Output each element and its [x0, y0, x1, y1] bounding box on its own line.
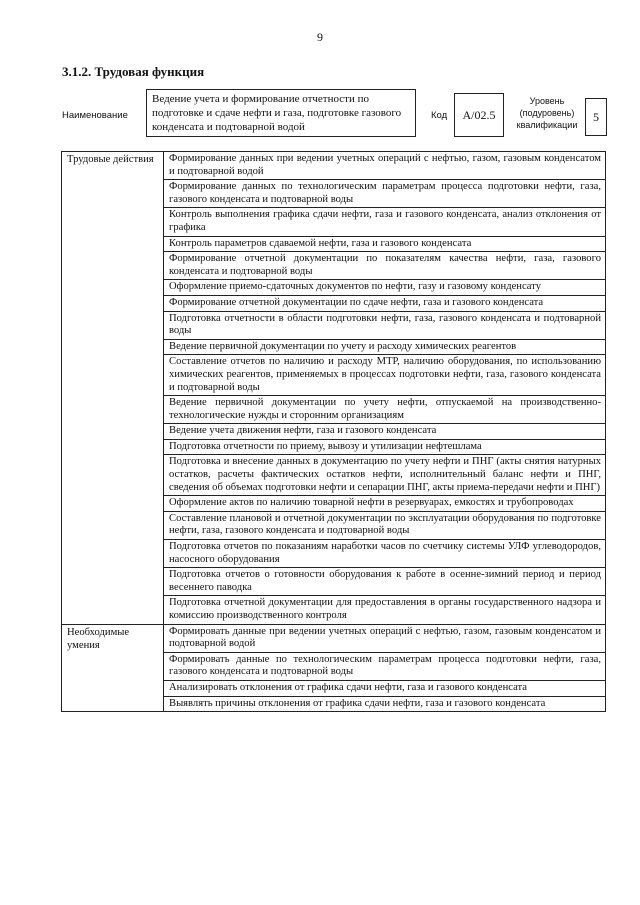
qualification-level-label: Уровень (подуровень) квалификации	[516, 96, 578, 131]
name-label: Наименование	[62, 110, 128, 121]
section-item: Формировать данные по технологическим параметрам процесса подготовки нефти, газа, газового конденсата и подтоварной воды	[164, 652, 606, 680]
section-item: Подготовка отчетности по приему, вывозу и утилизации нефтешлама	[164, 439, 606, 455]
section-item: Подготовка и внесение данных в документацию по учету нефти и ПНГ (акты снятия натурных остатков, расчеты фактических остатков нефти, исполнительный баланс нефти и ПНГ, сведения об объемах подготовки нефти и сепарации ПНГ, акты приема-передачи нефти и ПНГ)	[164, 455, 606, 496]
table-row	[62, 624, 606, 652]
section-item: Оформление приемо-сдаточных документов по нефти, газу и газовому конденсату	[164, 280, 606, 296]
section-item: Выявлять причины отклонения от графика сдачи нефти, газа и газового конденсата	[164, 696, 606, 712]
section-item: Составление плановой и отчетной документации по эксплуатации оборудования по подготовке нефти, газа, газового конденсата и подтоварной воды	[164, 511, 606, 539]
table-row	[62, 152, 606, 180]
section-item: Формирование данных при ведении учетных операций с нефтью, газом, газовым конденсатом и подтоварной водой	[164, 152, 606, 180]
section-item: Ведение первичной документации по учету и расходу химических реагентов	[164, 339, 606, 355]
section-label: Необходимые умения	[62, 624, 164, 712]
section-item: Подготовка отчетной документации для предоставления в органы государственного надзора и комиссию производственного контроля	[164, 596, 606, 624]
section-item: Ведение первичной документации по учету нефти, отпускаемой на производственно-технологические нужды и сторонним организациям	[164, 396, 606, 424]
section-title: 3.1.2. Трудовая функция	[62, 64, 205, 79]
section-item: Формирование отчетной документации по показателям качества нефти, газа, газового конденсата и подтоварной воды	[164, 252, 606, 280]
page-number: 9	[317, 30, 323, 44]
section-item: Контроль выполнения графика сдачи нефти, газа и газового конденсата, анализ отклонения от графика	[164, 208, 606, 236]
section-item: Формировать данные при ведении учетных операций с нефтью, газом, газовым конденсатом и подтоварной водой	[164, 624, 606, 652]
section-label: Трудовые действия	[62, 152, 164, 625]
section-item: Оформление актов по наличию товарной нефти в резервуарах, емкостях и трубопроводах	[164, 496, 606, 512]
section-item: Контроль параметров сдаваемой нефти, газа и газового конденсата	[164, 236, 606, 252]
code-label: Код	[431, 110, 448, 121]
code-value: А/02.5	[454, 93, 504, 137]
section-item: Подготовка отчетности в области подготовки нефти, газа, газового конденсата и подтоварной воды	[164, 311, 606, 339]
section-item: Формирование отчетной документации по сдаче нефти, газа и газового конденсата	[164, 295, 606, 311]
section-item: Составление отчетов по наличию и расходу МТР, наличию оборудования, по использованию химических реагентов, применяемых в процессах подготовки нефти, газа, газового конденсата и подтоварной воды	[164, 355, 606, 396]
section-item: Формирование данных по технологическим параметрам процесса подготовки нефти, газа, газового конденсата и подтоварной воды	[164, 180, 606, 208]
section-item: Анализировать отклонения от графика сдачи нефти, газа и газового конденсата	[164, 680, 606, 696]
function-name-value: Ведение учета и формирование отчетности по подготовке и сдаче нефти и газа, подготовке газового конденсата и подтоварной водой	[146, 89, 416, 137]
qualification-level-value: 5	[585, 98, 607, 136]
function-table	[61, 151, 606, 712]
section-item: Подготовка отчетов по показаниям наработки часов по счетчику системы УЛФ углеводородов, насосного оборудования	[164, 540, 606, 568]
section-item: Подготовка отчетов о готовности оборудования к работе в осенне-зимний период и период весеннего паводка	[164, 568, 606, 596]
section-item: Ведение учета движения нефти, газа и газового конденсата	[164, 424, 606, 440]
